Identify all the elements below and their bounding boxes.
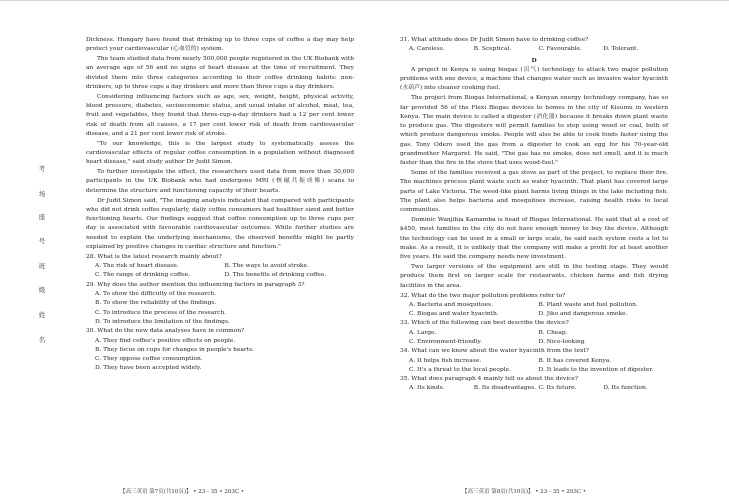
answer-option: A. It helps fish increase.: [409, 357, 482, 364]
scan-edge: [0, 0, 729, 1]
question-block: [86, 281, 354, 327]
margin-label: 座: [38, 213, 46, 221]
passage-d-questions: [400, 292, 668, 394]
question-stem: 33. Which of the following can best describe the device?: [400, 320, 569, 327]
answer-option: B. They focus on cups for changes in people's hearts.: [95, 346, 255, 353]
paragraph: The team studied data from nearly 500,000 people registered in the UK Biobank with an average age of 56 and no signs of heart disease at the time of recruitment. They divided them into three categories according to their coffee drinking habits: non-drinkers, up to three cups a day drinkers and more than three cups a day drinkers.: [86, 56, 354, 90]
question-stem: 28. What is the latest research mainly about?: [86, 253, 222, 260]
margin-label: 姓: [38, 311, 46, 319]
answer-option: D. The benefits of drinking coffee.: [224, 272, 327, 279]
paragraph: Dickness. Hungary have found that drinking up to three cups of coffee a day may help protect your cardiovascular (心血管的) system.: [86, 37, 354, 53]
question-stem: 30. What do the new data analyses have in common?: [86, 328, 245, 335]
margin-label: 考: [38, 165, 46, 173]
question-block: [400, 347, 668, 375]
answer-option: D. Tolerant.: [603, 46, 639, 53]
answer-option: D. It leads to the invention of digester.: [538, 366, 654, 373]
right-column: [400, 36, 668, 394]
left-column: [86, 36, 354, 374]
answer-option: D. Nice-looking.: [538, 339, 587, 345]
answer-option: D. Jiko and dangerous smoke.: [538, 311, 628, 318]
passage-d-text: [400, 66, 668, 291]
answer-options: [409, 357, 668, 376]
question-31: [400, 36, 668, 55]
answer-option: A. Its kinds.: [409, 385, 445, 392]
passage-c-text: [86, 36, 354, 252]
question-stem: 31. What attitude does Dr Judit Simon have to drinking coffee?: [400, 37, 589, 43]
section-letter: D: [531, 56, 537, 64]
answer-option: A. Careless.: [409, 46, 445, 53]
answer-options: [95, 262, 354, 281]
answer-options: [95, 290, 354, 327]
answer-option: D. Its function.: [603, 385, 648, 392]
paragraph: Some of the families received a gas stove as part of the project, to replace their fire. The machines process plant waste such as water hyacinth. That plant has covered large parts of Lake Victoria. The weed-like plant harms living things in the lake including fish. The plant also helps bacteria and mosquitoes increase, raising health risks to local communities.: [400, 170, 668, 214]
answer-option: B. The ways to avoid stroke.: [224, 263, 309, 270]
answer-option: D. To introduce the limitation of the findings.: [95, 318, 230, 325]
answer-option: B. It has covered Kenya.: [538, 357, 612, 364]
paragraph: To further investigate the effect, the researchers used data from more than 30,000 participants in the UK Biobank who had undergone MRI (核磁共振成像) scans to determine the structure and functioning capacity of their hearts.: [86, 169, 354, 194]
answer-option: C. Environment-friendly.: [409, 339, 482, 345]
question-stem: 29. Why does the author mention the influencing factors in paragraph 3?: [86, 281, 305, 288]
answer-options: [409, 384, 668, 393]
answer-option: B. To show the reliability of the findings.: [95, 300, 217, 307]
answer-option: C. Its future.: [538, 385, 577, 392]
answer-option: A. They find coffee's positive effects on people.: [95, 337, 236, 344]
question-block: [86, 253, 354, 281]
answer-option: C. They oppose coffee consumption.: [95, 356, 203, 363]
answer-options: [95, 337, 354, 374]
paragraph: A project in Kenya is using biogas (沼气) technology to attack two major pollution problems with one device, a machine that changes water such as invasive water hyacinth (水葫芦) into cleaner cooking fuel.: [400, 66, 668, 92]
answer-option: C. It's a threat to the local people.: [409, 366, 511, 373]
answer-option: C. Biogas and water hyacinth.: [409, 311, 499, 318]
question-stem: 34. What can we know about the water hyacinth from the text?: [400, 348, 589, 355]
paragraph: "To our knowledge, this is the largest study to systematically assess the cardiovascular effects of regular coffee consumption in a population without diagnosed heart disease," said study author Dr Judit Simon.: [86, 140, 354, 166]
margin-label: 级: [38, 286, 46, 294]
answer-options: [409, 301, 668, 320]
question-block: [400, 375, 668, 394]
answer-option: A. To show the difficulty of the research.: [95, 291, 217, 298]
question-stem: 35. What does paragraph 4 mainly tell us about the device?: [400, 376, 579, 383]
passage-c-questions: [86, 253, 354, 374]
margin-label: 名: [38, 336, 46, 344]
answer-option: B. Its disadvantages.: [473, 385, 537, 392]
paragraph: The project from Biogas International, a Kenyan energy technology company, has so far provided 56 of the Flexi Biogas devices to homes in the city of Kisumu in western Kenya. The main device is called a digester (消化器) because it breaks down plant waste to produce gas. The digesters will permit families to stop using wood or coal, both of which produce dangerous smoke. People will also be able to cook foods faster using the gas. Tony Odero used the gas from a digester to cook an egg for his 70-year-old grandmother Margaret. He said, "The gas has no smoke, does not smell, and it is much faster than the fire in the stove that uses wood-fuel.": [400, 95, 668, 167]
answer-option: D. They have been accepted widely.: [95, 365, 202, 372]
question-block: [86, 327, 354, 373]
page-footer-right: 【高三英语 第8页(共10页)】 • 23 - 35 • 203C •: [462, 489, 587, 495]
answer-option: B. Cheap.: [538, 329, 568, 336]
paragraph: Two larger versions of the equipment are still in the testing stage. They would produce them first on larger scale for restaurants, chicken farms and fish drying facilities in the area.: [400, 264, 668, 289]
question-block: [400, 292, 668, 320]
answer-option: B. Plant waste and fuel pollution.: [538, 301, 638, 308]
page-footer-left: 【高三英语 第7页(共10页)】 • 23 - 35 • 203C •: [120, 489, 245, 495]
answer-options: [409, 329, 668, 348]
answer-options: [409, 45, 668, 54]
margin-label: 号: [38, 237, 46, 245]
answer-option: C. To introduce the process of the research.: [95, 309, 227, 316]
answer-option: B. Sceptical.: [473, 46, 512, 53]
question-stem: 32. What do the two major pollution problems refer to?: [400, 292, 566, 299]
paragraph: Considering influencing factors such as age, sex, weight, height, physical activity, blood pressure, diabetes, socioeconomic status, and usual intake of alcohol, meat, tea, fruit and vegetables, they found that three-cup-a-day drinkers had a 12 per cent lower risk of death from all causes, a 17 per cent lower risk of death from cardiovascular disease, and a 21 per cent lower risk of stroke.: [86, 93, 354, 137]
margin-label: 场: [38, 190, 46, 198]
answer-option: A. The risk of heart disease.: [95, 263, 179, 270]
paragraph: Dominic Wanjihia Kamamba is head of Biogas International. He said that at a cost of $450, most families in the city do not have enough money to buy the device. Although the technology can be used in a small or large scale, he said each system costs a lot to make. As a result, it is unlikely that the company will make a profit for at least another five years. He said the company needs new investment.: [400, 217, 668, 261]
question-block: [400, 319, 668, 347]
answer-option: C. The range of drinking coffee.: [95, 272, 191, 279]
margin-label: 班: [38, 262, 46, 270]
paragraph: Dr Judit Simon said, "The imaging analysis indicated that compared with participants who did not drink coffee regularly, daily coffee consumers had healthier sized and better functioning hearts. Our findings suggest that coffee consumption up to three cups per day is associated with favourable cardiovascular outcomes. While further studies are needed to explain the underlying mechanisms, the observed benefits might be partly explained by positive changes in cardiac structure and function.": [86, 197, 354, 251]
answer-option: A. Large.: [409, 329, 437, 336]
answer-option: C. Favourable.: [538, 46, 582, 53]
answer-option: A. Bacteria and mosquitoes.: [409, 301, 493, 308]
